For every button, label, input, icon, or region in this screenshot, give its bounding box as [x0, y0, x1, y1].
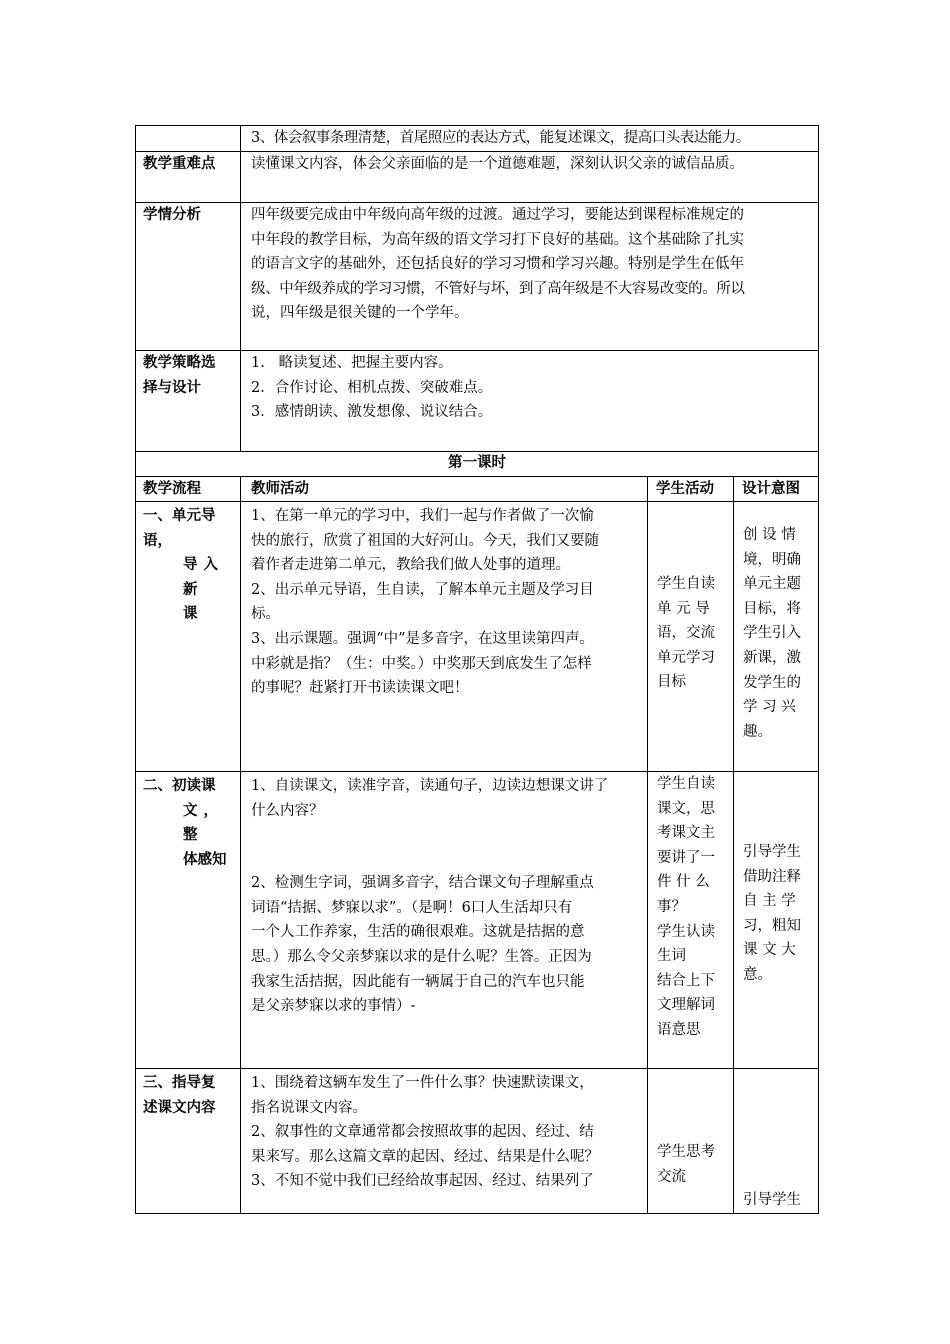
row1-intent-line: 单元主题 — [743, 576, 801, 593]
row3-intent-cell — [734, 1069, 819, 1214]
row3-student-line: 学生思考 — [657, 1144, 715, 1160]
strategy-item: 3．感情朗读、激发想像、说议结合。 — [251, 404, 493, 421]
row3-step-line: 三、指导复 — [143, 1075, 216, 1091]
strategy-label-line: 教学策略选 — [143, 355, 216, 371]
row2-teacher-gap — [251, 823, 647, 871]
row2-student-line: 件 什 么 — [657, 874, 710, 891]
strategy-item: 1. 略读复述、把握主要内容。 — [251, 355, 453, 371]
row1-student-line: 单 元 导 — [657, 600, 710, 617]
row2-intent-line: 借助注释 — [743, 868, 801, 885]
header-cell-student — [648, 477, 734, 502]
row1-teacher-line: 中彩就是指？（生：中奖。）中奖那天到底发生了怎样 — [251, 655, 592, 672]
analysis-label: 学情分析 — [143, 207, 201, 223]
analysis-line: 中年段的教学目标，为高年级的语文学习打下良好的基础。这个基础除了扎实 — [251, 231, 744, 248]
header-cell-intent — [734, 477, 819, 502]
row1-student-line: 单元学习 — [657, 649, 715, 666]
row3-step-cell — [136, 1069, 241, 1214]
row2-student-line: 语意思 — [657, 1021, 701, 1038]
plan-table-upper — [135, 125, 819, 452]
row1-teacher-line: 的事呢？赶紧打开书读读课文吧！ — [251, 680, 469, 697]
row3-teacher-line: 3、不知不觉中我们已经给故事起因、经过、结果列了 — [251, 1173, 594, 1190]
row1-teacher-line: 2、出示单元导语，生自读，了解本单元主题及学习目 — [251, 581, 594, 598]
lesson-table — [135, 451, 819, 1214]
row1-step-line: 导入新 — [183, 557, 224, 598]
row2-teacher-line: 什么内容？ — [251, 802, 324, 819]
row1-student-line: 学生自读 — [657, 576, 715, 592]
row1-teacher-line: 快的旅行，欣赏了祖国的大好河山。今天，我们又要随 — [251, 532, 599, 549]
row1-intent-line: 趣。 — [743, 723, 772, 740]
row1-intent-line: 创 设 情 — [743, 527, 796, 543]
row2-step-line: 体感知 — [183, 851, 227, 868]
key-point-label-cell — [136, 152, 241, 203]
analysis-cell — [241, 203, 819, 351]
header-intent: 设计意图 — [742, 481, 800, 497]
row2-student-line: 考课文主 — [657, 825, 715, 842]
row3-teacher-line: 指名说课文内容。 — [251, 1099, 367, 1116]
strategy-item: 2．合作讨论、相机点拨、突破难点。 — [251, 379, 493, 396]
row2-teacher-line: 思。）那么令父亲梦寐以求的是什么呢？生答。正因为 — [251, 948, 592, 965]
row2-intent-line: 课 文 大 — [743, 942, 796, 959]
row2-student-line: 课文，思 — [657, 800, 715, 817]
strategy-label-cell — [136, 351, 241, 452]
row1-step-line: 课 — [183, 606, 198, 623]
row3-student-line: 交流 — [657, 1168, 686, 1185]
row2-student-line: 事？ — [657, 898, 686, 915]
row1-teacher-line: 1、在第一单元的学习中，我们一起与作者做了一次愉 — [251, 508, 594, 524]
row1-intent-line: 目标，将 — [743, 600, 801, 617]
row1-intent-line: 境，明确 — [743, 551, 801, 568]
row2-step-line: 文，整 — [183, 802, 224, 844]
header-student: 学生活动 — [656, 481, 714, 497]
row1-teacher-line: 3、出示课题。强调“中”是多音字，在这里读第四声。 — [251, 630, 595, 647]
row2-intent-line: 意。 — [743, 966, 772, 983]
row1-intent-cell — [734, 502, 819, 772]
row2-intent-line: 习，粗知 — [743, 917, 801, 934]
row3-intent-line: 引导学生 — [743, 1192, 801, 1208]
row2-intent-cell — [734, 772, 819, 1069]
row2-teacher-cell — [241, 772, 648, 1069]
row1-student-line: 目标 — [657, 674, 686, 691]
row2-intent-line: 自 主 学 — [743, 893, 796, 910]
objective-3-text: 3、体会叙事条理清楚，首尾照应的表达方式，能复述课文，提高口头表达能力。 — [251, 130, 750, 146]
row2-teacher-line: 我家生活拮据，因此能有一辆属于自己的汽车也只能 — [251, 973, 585, 990]
row2-student-line: 学生认读 — [657, 923, 715, 940]
row2-step-cell — [136, 772, 241, 1069]
analysis-line: 级、中年级养成的学习习惯，不管好与坏，到了高年级是不大容易改变的。所以 — [251, 280, 745, 297]
objective-cell — [241, 126, 819, 152]
row3-teacher-line: 2、叙事性的文章通常都会按照故事的起因、经过、结 — [251, 1124, 594, 1141]
row1-step-cell — [136, 502, 241, 772]
analysis-line: 的语言文字的基础外，还包括良好的学习习惯和学习兴趣。特别是学生在低年 — [251, 256, 744, 273]
row2-teacher-line: 词语“拮据、梦寐以求”。（是啊！6口人生活却只有 — [251, 899, 573, 916]
row1-student-cell — [648, 502, 734, 772]
row2-student-line: 结合上下 — [657, 972, 715, 989]
row1-step-line: 一、单元导 — [143, 508, 216, 524]
key-point-text: 读懂课文内容，体会父亲面临的是一个道德难题，深刻认识父亲的诚信品质。 — [251, 156, 744, 172]
row2-teacher-line: 2、检测生字词，强调多音字，结合课文句子理解重点 — [251, 875, 594, 892]
header-teacher: 教师活动 — [251, 481, 309, 497]
row3-teacher-cell — [241, 1069, 648, 1214]
row2-student-line: 生词 — [657, 948, 686, 965]
objective-label-cell — [136, 126, 241, 152]
header-cell-teacher — [241, 477, 648, 502]
row1-intent-line: 新课，激 — [743, 649, 801, 666]
analysis-line: 四年级要完成由中年级向高年级的过渡。通过学习，要能达到课程标准规定的 — [251, 207, 744, 223]
row2-student-cell — [648, 772, 734, 1069]
row2-teacher-line: 1、自读课文，读准字音，读通句子，边读边想课文讲了 — [251, 778, 609, 794]
row2-student-line: 要讲了一 — [657, 849, 715, 866]
row1-step-line: 语， — [143, 532, 172, 549]
row3-teacher-line: 1、围绕着这辆车发生了一件什么事？快速默读课文， — [251, 1075, 594, 1091]
row1-intent-line: 学 习 兴 — [743, 699, 796, 716]
analysis-line: 说，四年级是很关键的一个学年。 — [251, 305, 469, 322]
row3-teacher-line: 果来写。那么这篇文章的起因、经过、结果是什么呢？ — [251, 1148, 599, 1165]
row3-step-line: 述课文内容 — [143, 1099, 216, 1116]
header-step: 教学流程 — [143, 481, 201, 497]
row2-teacher-line: 一个人工作养家，生活的确很艰难。这就是拮据的意 — [251, 924, 585, 941]
row1-intent-line: 学生引入 — [743, 625, 801, 642]
row1-teacher-line: 标。 — [251, 606, 280, 623]
row2-student-line: 文理解词 — [657, 997, 715, 1014]
row3-student-cell — [648, 1069, 734, 1214]
row2-student-line: 学生自读 — [657, 776, 715, 792]
strategy-label-line: 择与设计 — [143, 379, 201, 396]
lesson-title: 第一课时 — [136, 451, 819, 477]
row2-intent-line: 引导学生 — [743, 844, 801, 860]
row1-intent-line: 发学生的 — [743, 674, 801, 691]
key-point-cell — [241, 152, 819, 203]
header-cell-step — [136, 477, 241, 502]
key-point-label: 教学重难点 — [143, 156, 216, 172]
row1-teacher-cell — [241, 502, 648, 772]
row1-student-line: 语，交流 — [657, 625, 715, 642]
analysis-label-cell — [136, 203, 241, 351]
row1-teacher-line: 着作者走进第二单元，教给我们做人处事的道理。 — [251, 557, 570, 574]
strategy-cell — [241, 351, 819, 452]
row2-teacher-line: 是父亲梦寐以求的事情）- — [251, 998, 416, 1015]
row2-step-line: 二、初读课 — [143, 778, 216, 794]
